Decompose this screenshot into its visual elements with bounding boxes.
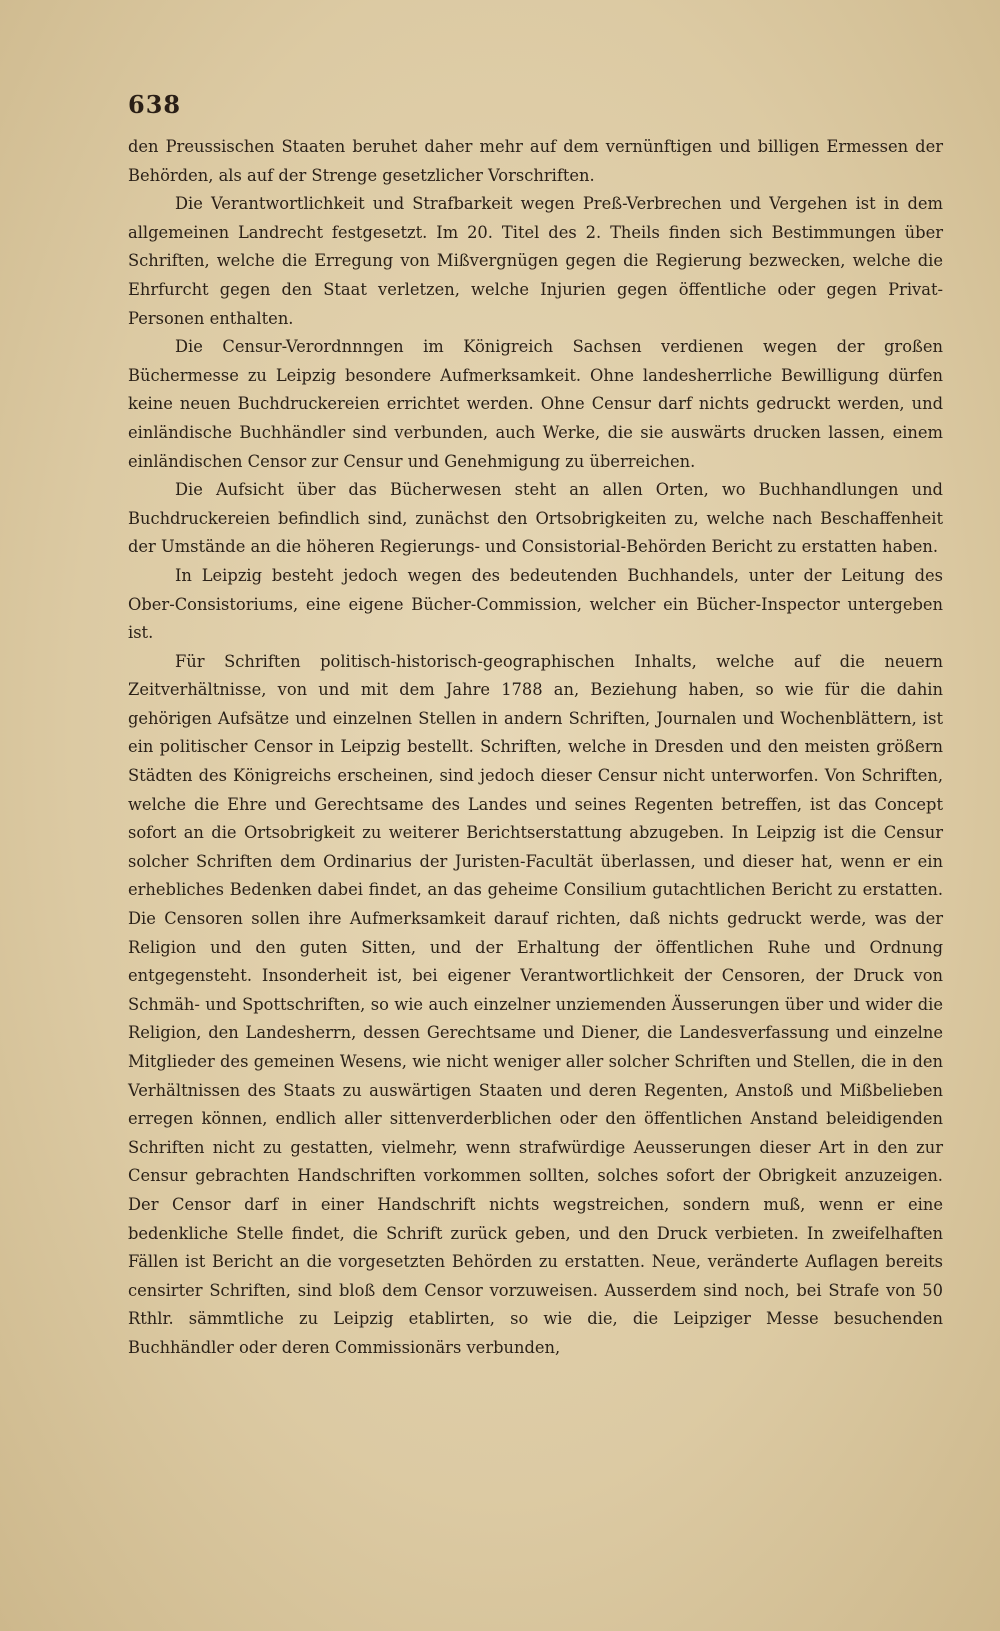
paragraph-1: den Preussischen Staaten beruhet daher mehr auf dem vernünftigen und billigen Ermessen der Behörden, als auf der Strenge gesetzlicher Vorschriften. — [128, 137, 943, 185]
page-body — [128, 133, 943, 1363]
paragraph-5: In Leipzig besteht jedoch wegen des bedeutenden Buchhandels, unter der Leitung des Ober-Consistoriums, eine eigene Bücher-Commission, welcher ein Bücher-Inspector untergeben ist. — [128, 565, 943, 643]
page-number: 638 — [128, 90, 182, 119]
paragraph-2: Die Verantwortlichkeit und Strafbarkeit wegen Preß-Verbrechen und Vergehen ist in dem allgemeinen Landrecht festgesetzt. Im 20. Titel des 2. Theils finden sich Bestimmungen über Schriften, welche die Erregung von Mißvergnügen gegen die Regierung bezwecken, welche die Ehrfurcht gegen den Staat verletzen, welche Injurien gegen öffentliche oder gegen Privat-Personen enthalten. — [128, 194, 943, 328]
paragraph-3: Die Censur-Verordnnngen im Königreich Sachsen verdienen wegen der großen Büchermesse zu Leipzig besondere Aufmerksamkeit. Ohne landesherrliche Bewilligung dürfen keine neuen Buchdruckereien errichtet werden. Ohne Censur darf nichts gedruckt werden, und einländische Buchhändler sind verbunden, auch Werke, die sie auswärts drucken lassen, einem einländischen Censor zur Censur und Genehmigung zu überreichen. — [128, 337, 943, 471]
paragraph-4: Die Aufsicht über das Bücherwesen steht an allen Orten, wo Buchhandlungen und Buchdruckereien befindlich sind, zunächst den Ortsobrigkeiten zu, welche nach Beschaffenheit der Umstände an die höheren Regierungs- und Consistorial-Behörden Bericht zu erstatten haben. — [128, 480, 943, 557]
paragraph-6: Für Schriften politisch-historisch-geographischen Inhalts, welche auf die neuern Zeitverhältnisse, von und mit dem Jahre 1788 an, Beziehung haben, so wie für die dahin gehörigen Aufsätze und einzelnen Stellen in andern Schriften, Journalen und Wochenblättern, ist ein politischer Censor in Leipzig bestellt. Schriften, welche in Dresden und den meisten größern Städten des Königreichs erscheinen, sind jedoch dieser Censur nicht unterworfen. Von Schriften, welche die Ehre und Gerechtsame des Landes und seines Regenten betreffen, ist das Concept sofort an die Ortsobrigkeit zu weiterer Berichtserstattung abzugeben. In Leipzig ist die Censur solcher Schriften dem Ordinarius der Juristen-Facultät überlassen, und dieser hat, wenn er ein erhebliches Bedenken dabei findet, an das geheime Consilium gutachtlichen Bericht zu erstatten. Die Censoren sollen ihre Aufmerksamkeit darauf richten, daß nichts gedruckt werde, was der Religion und den guten Sitten, und der Erhaltung der öffentlichen Ruhe und Ordnung entgegensteht. Insonderheit ist, bei eigener Verantwortlichkeit der Censoren, der Druck von Schmäh- und Spottschriften, so wie auch einzelner unziemenden Äusserungen über und wider die Religion, den Landesherrn, dessen Gerechtsame und Diener, die Landesverfassung und einzelne Mitglieder des gemeinen Wesens, wie nicht weniger aller solcher Schriften und Stellen, die in den Verhältnissen des Staats zu auswärtigen Staaten und deren Regenten, Anstoß und Mißbelieben erregen können, endlich aller sittenverderblichen oder den öffentlichen Anstand beleidigenden Schriften nicht zu gestatten, vielmehr, wenn strafwürdige Aeusserungen dieser Art in den zur Censur gebrachten Handschriften vorkommen sollten, solches sofort der Obrigkeit anzuzeigen. Der Censor darf in einer Handschrift nichts wegstreichen, sondern muß, wenn er eine bedenkliche Stelle findet, die Schrift zurück geben, und den Druck verbieten. In zweifelhaften Fällen ist Bericht an die vorgesetzten Behörden zu erstatten. Neue, veränderte Auflagen bereits censirter Schriften, sind bloß dem Censor vorzuweisen. Ausserdem sind noch, bei Strafe von 50 Rthlr. sämmtliche zu Leipzig etablirten, so wie die, die Leipziger Messe besuchenden Buchhändler oder deren Commissionärs verbunden, — [128, 651, 943, 1357]
